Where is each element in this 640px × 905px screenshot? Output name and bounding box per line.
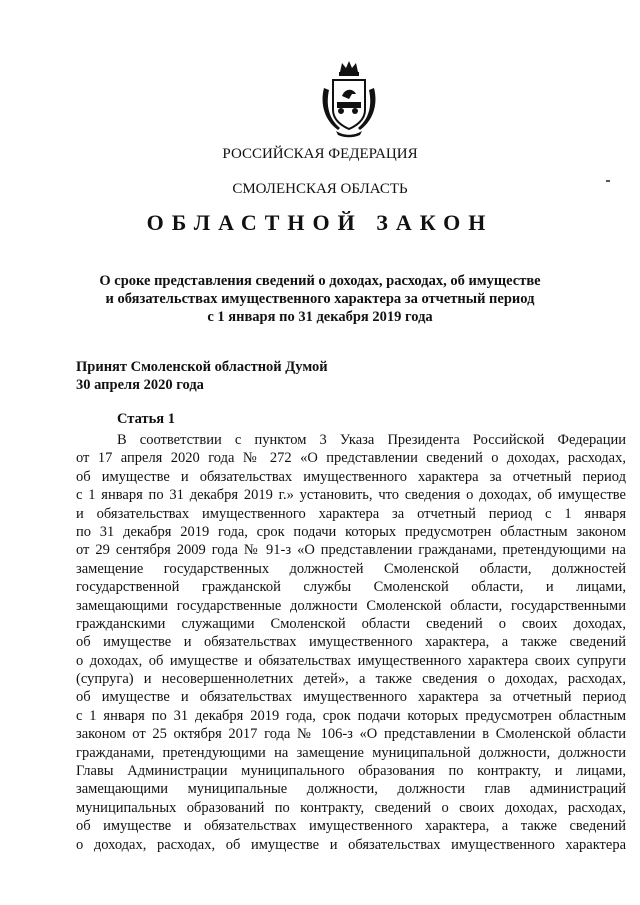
article-line: Главы Администрации муниципального образования по контракту, и лицами, — [76, 763, 626, 780]
subject-line: О сроке представления сведений о доходах, расходах, об имуществе — [99, 273, 541, 289]
article-line: замещающими государственные должности Смоленской области, государственными — [76, 597, 626, 614]
article-line: о доходах, расходах, об имуществе и обязательствах имущественного характера — [76, 836, 626, 853]
article-line: от 29 сентября 2009 года № 91-з «О представлении гражданами, претендующими на — [76, 542, 626, 559]
article-line: В соответствии с пунктом 3 Указа Президента Российской Федерации — [117, 432, 626, 448]
article-line: от 17 апреля 2020 года № 272 «О представлении сведений о доходах, расходах, — [76, 450, 626, 467]
article-line: гражданами, претендующими на замещение муниципальной должности, должности — [76, 744, 626, 761]
coat-of-arms-icon — [318, 58, 380, 138]
article-line: (супруга) и несовершеннолетних детей», а также сведения о доходах, расходах, — [76, 671, 626, 688]
article-body — [76, 431, 626, 854]
article-line: о доходах, об имуществе и обязательствах имущественного характера своих супруги — [76, 652, 626, 669]
adoption-body: Принят Смоленской областной Думой — [76, 359, 328, 375]
article-line: об имуществе и обязательствах имущественного характера за отчетный период — [76, 468, 626, 485]
law-subject — [0, 272, 640, 326]
subject-line: с 1 января по 31 декабря 2019 года — [207, 309, 433, 325]
document-type-title: ОБЛАСТНОЙ ЗАКОН — [146, 210, 494, 235]
article-line: государственной гражданской службы Смоленской области, и лицами, — [76, 579, 626, 596]
article-line: об имуществе и обязательствах имущественного характера, а также сведений — [76, 818, 626, 835]
region-heading: СМОЛЕНСКАЯ ОБЛАСТЬ — [232, 181, 408, 197]
subject-line: и обязательствах имущественного характера за отчетный период — [105, 291, 535, 307]
article-line: замещение государственных должностей Смоленской области, должностей — [76, 560, 626, 577]
article-line: об имуществе и обязательствах имущественного характера за отчетный период — [76, 689, 626, 706]
article-line: замещающими муниципальные должности, должности глав администраций — [76, 781, 626, 798]
article-line: с 1 января по 31 декабря 2019 г.» установить, что сведения о доходах, об имуществе — [76, 487, 626, 504]
article-line: гражданскими служащими Смоленской области сведений о своих доходах, — [76, 615, 626, 632]
article-line: по 31 декабря 2019 года, срок подачи которых предусмотрен областным законом — [76, 523, 626, 540]
article-line: муниципальных образований по контракту, сведений о своих доходах, расходах, — [76, 799, 626, 816]
country-heading: РОССИЙСКАЯ ФЕДЕРАЦИЯ — [222, 146, 418, 162]
article-line: законом от 25 октября 2017 года № 106-з «О представлении в Смоленской области — [76, 726, 626, 743]
article-line: об имуществе и обязательствах имущественного характера, а также сведений — [76, 634, 626, 651]
scan-speck — [606, 180, 610, 182]
adoption-info — [76, 358, 328, 394]
article-line: с 1 января по 31 декабря 2019 года, срок подачи которых предусмотрен областным — [76, 707, 626, 724]
coat-of-arms-emblem — [318, 58, 380, 138]
article-title: Статья 1 — [117, 411, 175, 427]
article-line: и обязательствах имущественного характера за отчетный период с 1 января — [76, 505, 626, 522]
adoption-date: 30 апреля 2020 года — [76, 377, 204, 393]
